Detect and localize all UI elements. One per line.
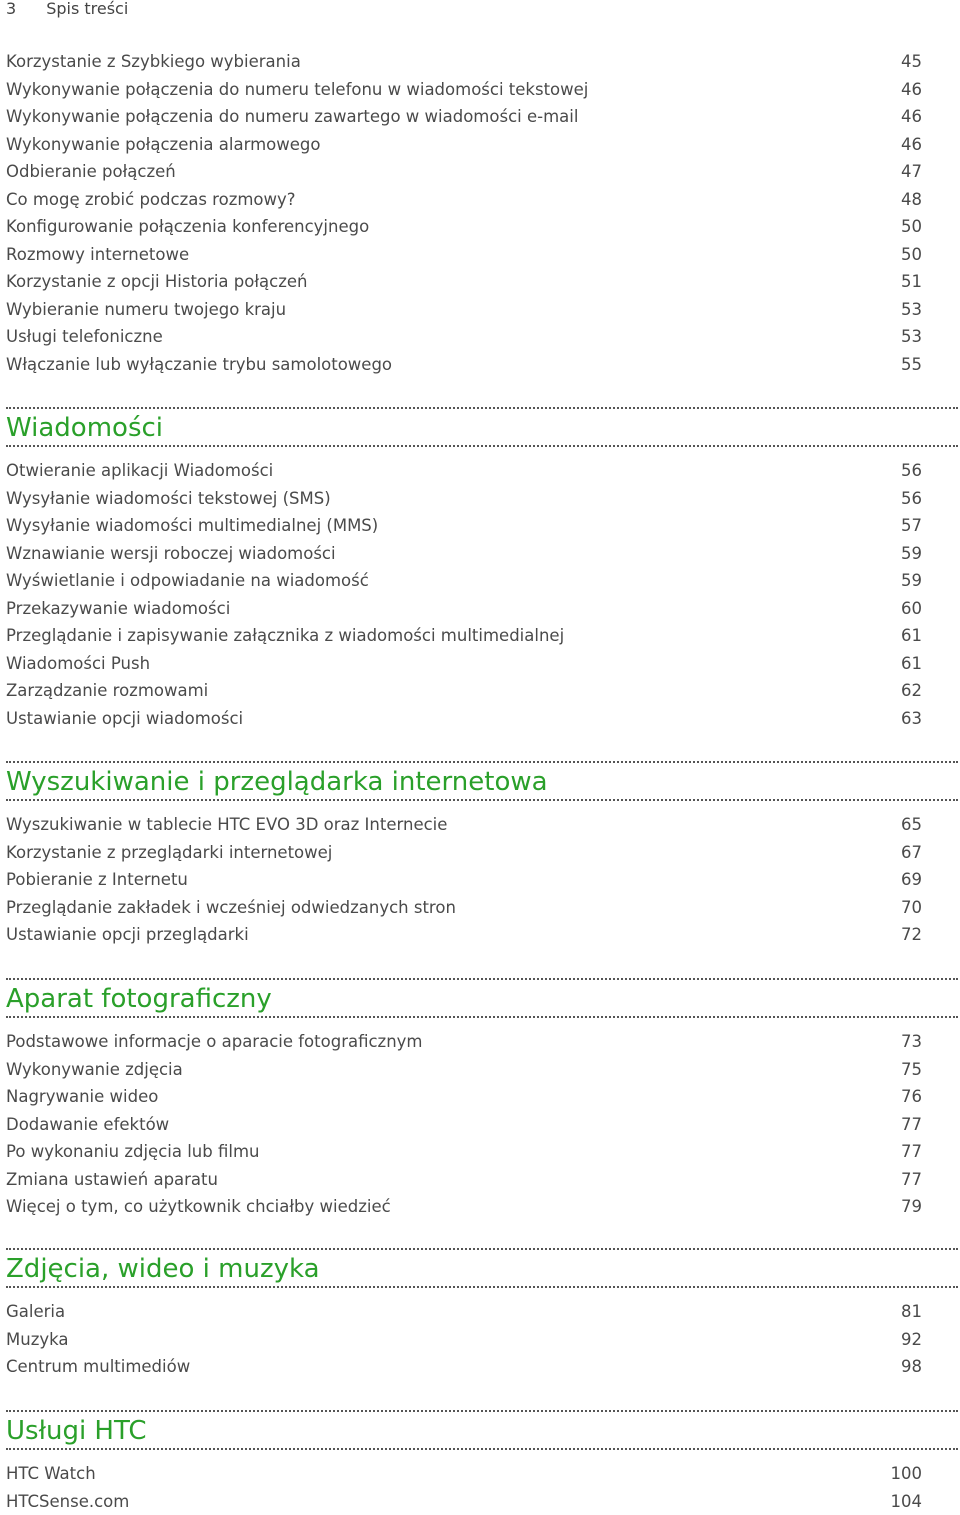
- toc-entry-title: HTC Watch: [6, 1464, 96, 1483]
- toc-entry-title: Wyszukiwanie w tablecie HTC EVO 3D oraz Internecie: [6, 815, 448, 834]
- toc-entry-title: Nagrywanie wideo: [6, 1087, 159, 1106]
- toc-entry[interactable]: [6, 186, 922, 213]
- toc-entry-page: 59: [901, 571, 922, 590]
- toc-entry[interactable]: [6, 1111, 922, 1138]
- toc-entry[interactable]: [6, 268, 922, 295]
- toc-entry[interactable]: [6, 76, 922, 103]
- toc-entry-page: 59: [901, 543, 922, 563]
- toc-entry[interactable]: [6, 296, 922, 323]
- toc-entry-title: Zarządzanie rozmowami: [6, 681, 209, 700]
- toc-entry-page: 92: [901, 1329, 922, 1349]
- page-header: [6, 0, 128, 20]
- toc-entry[interactable]: [6, 213, 922, 240]
- toc-entry[interactable]: [6, 1326, 922, 1353]
- toc-entry-title: Po wykonaniu zdjęcia lub filmu: [6, 1142, 260, 1161]
- toc-entry-page: 65: [901, 815, 922, 834]
- toc-entry-title: Rozmowy internetowe: [6, 244, 190, 264]
- toc-entry-page: 76: [901, 1087, 922, 1106]
- toc-entry[interactable]: [6, 158, 922, 185]
- toc-entry-page: 60: [901, 598, 922, 618]
- toc-entry[interactable]: [6, 241, 922, 268]
- toc-entry[interactable]: [6, 839, 922, 866]
- section-heading: Zdjęcia, wideo i muzyka: [6, 1254, 320, 1284]
- toc-entry-page: 53: [901, 327, 922, 346]
- section-heading: Aparat fotograficzny: [6, 984, 272, 1014]
- toc-entry-title: Wykonywanie zdjęcia: [6, 1059, 183, 1079]
- toc-entry[interactable]: [6, 48, 922, 75]
- toc-entry-title: Wykonywanie połączenia alarmowego: [6, 134, 321, 154]
- toc-entry[interactable]: [6, 512, 922, 539]
- toc-entry-title: Wybieranie numeru twojego kraju: [6, 299, 287, 319]
- toc-entry[interactable]: [6, 1056, 922, 1083]
- toc-entry-title: Wznawianie wersji roboczej wiadomości: [6, 543, 336, 563]
- toc-entry[interactable]: [6, 1460, 922, 1487]
- toc-entry[interactable]: [6, 457, 922, 484]
- toc-entry[interactable]: [6, 1298, 922, 1325]
- dotted-divider: [6, 1016, 958, 1018]
- dotted-divider: [6, 761, 958, 763]
- toc-entry[interactable]: [6, 540, 922, 567]
- toc-entry[interactable]: [6, 894, 922, 921]
- toc-entry-page: 70: [901, 897, 922, 917]
- toc-entry-page: 50: [901, 244, 922, 264]
- toc-entry-page: 73: [901, 1032, 922, 1051]
- toc-entry-page: 77: [901, 1114, 922, 1134]
- toc-entry-page: 79: [901, 1197, 922, 1216]
- toc-entry-title: Korzystanie z Szybkiego wybierania: [6, 52, 301, 71]
- toc-entry-page: 81: [901, 1302, 922, 1321]
- toc-entry-title: Korzystanie z przeglądarki internetowej: [6, 842, 333, 862]
- toc-entry[interactable]: [6, 323, 922, 350]
- toc-entry-page: 47: [901, 162, 922, 181]
- dotted-divider: [6, 407, 958, 409]
- toc-entry-page: 46: [901, 134, 922, 154]
- dotted-divider: [6, 1248, 958, 1250]
- toc-entry-page: 98: [901, 1357, 922, 1376]
- toc-entry[interactable]: [6, 1193, 922, 1220]
- section-heading: Wyszukiwanie i przeglądarka internetowa: [6, 767, 548, 797]
- toc-entry-page: 61: [901, 653, 922, 673]
- dotted-divider: [6, 978, 958, 980]
- toc-entry[interactable]: [6, 131, 922, 158]
- toc-entry-page: 51: [901, 272, 922, 291]
- toc-entry[interactable]: [6, 1138, 922, 1165]
- toc-entry[interactable]: [6, 811, 922, 838]
- dotted-divider: [6, 1410, 958, 1412]
- toc-entry-page: 45: [901, 52, 922, 71]
- toc-entry-page: 67: [901, 842, 922, 862]
- toc-entry-title: Co mogę zrobić podczas rozmowy?: [6, 189, 296, 209]
- toc-entry-title: Wysyłanie wiadomości tekstowej (SMS): [6, 488, 331, 508]
- toc-entry[interactable]: [6, 1166, 922, 1193]
- toc-entry-page: 104: [890, 1491, 922, 1511]
- dotted-divider: [6, 445, 958, 447]
- toc-entry-page: 53: [901, 299, 922, 319]
- toc-entry-title: HTCSense.com: [6, 1491, 130, 1511]
- toc-entry-page: 62: [901, 681, 922, 700]
- toc-entry-title: Centrum multimediów: [6, 1357, 191, 1376]
- toc-entry-title: Muzyka: [6, 1329, 69, 1349]
- dotted-divider: [6, 1448, 958, 1450]
- toc-entry-page: 77: [901, 1142, 922, 1161]
- toc-entry[interactable]: [6, 650, 922, 677]
- toc-entry-page: 61: [901, 626, 922, 645]
- toc-entry[interactable]: [6, 351, 922, 378]
- toc-entry[interactable]: [6, 622, 922, 649]
- toc-entry[interactable]: [6, 1083, 922, 1110]
- toc-entry[interactable]: [6, 485, 922, 512]
- page-number: 3: [6, 0, 17, 18]
- toc-entry-page: 55: [901, 354, 922, 374]
- toc-entry[interactable]: [6, 921, 922, 948]
- toc-entry[interactable]: [6, 103, 922, 130]
- toc-entry-page: 75: [901, 1059, 922, 1079]
- toc-entry-page: 48: [901, 189, 922, 209]
- toc-entry-title: Przekazywanie wiadomości: [6, 598, 231, 618]
- toc-entry-title: Ustawianie opcji wiadomości: [6, 708, 244, 728]
- toc-entry-page: 50: [901, 217, 922, 236]
- toc-entry-page: 57: [901, 516, 922, 535]
- toc-entry-title: Ustawianie opcji przeglądarki: [6, 925, 249, 944]
- toc-entry-page: 72: [901, 925, 922, 944]
- toc-entry[interactable]: [6, 1353, 922, 1380]
- page-title: Spis treści: [46, 0, 129, 18]
- toc-entry-title: Wyświetlanie i odpowiadanie na wiadomość: [6, 571, 369, 590]
- toc-entry[interactable]: [6, 866, 922, 893]
- toc-entry-title: Włączanie lub wyłączanie trybu samolotowego: [6, 354, 393, 374]
- toc-entry-title: Przeglądanie zakładek i wcześniej odwiedzanych stron: [6, 897, 456, 917]
- toc-entry[interactable]: [6, 1488, 922, 1515]
- toc-entry-title: Odbieranie połączeń: [6, 162, 176, 181]
- toc-entry-page: 46: [901, 107, 922, 126]
- toc-entry-page: 56: [901, 488, 922, 508]
- toc-entry-page: 77: [901, 1169, 922, 1189]
- toc-entry[interactable]: [6, 567, 922, 594]
- toc-entry[interactable]: [6, 1028, 922, 1055]
- toc-entry-page: 100: [890, 1464, 922, 1483]
- section-heading: Wiadomości: [6, 413, 164, 443]
- toc-entry-title: Zmiana ustawień aparatu: [6, 1169, 218, 1189]
- toc-entry[interactable]: [6, 677, 922, 704]
- toc-entry-title: Przeglądanie i zapisywanie załącznika z wiadomości multimedialnej: [6, 626, 565, 645]
- toc-entry-page: 69: [901, 870, 922, 889]
- toc-entry-title: Wiadomości Push: [6, 653, 151, 673]
- toc-entry-title: Pobieranie z Internetu: [6, 870, 188, 889]
- dotted-divider: [6, 799, 958, 801]
- toc-entry-page: 56: [901, 461, 922, 480]
- section-heading: Usługi HTC: [6, 1416, 147, 1446]
- toc-entry-title: Dodawanie efektów: [6, 1114, 170, 1134]
- toc-entry[interactable]: [6, 595, 922, 622]
- toc-entry-title: Wysyłanie wiadomości multimedialnej (MMS): [6, 516, 379, 535]
- toc-entry-title: Korzystanie z opcji Historia połączeń: [6, 272, 308, 291]
- toc-entry-title: Galeria: [6, 1302, 66, 1321]
- dotted-divider: [6, 1286, 958, 1288]
- toc-entry-title: Usługi telefoniczne: [6, 327, 163, 346]
- toc-entry-page: 46: [901, 79, 922, 99]
- toc-entry-title: Wykonywanie połączenia do numeru zawartego w wiadomości e-mail: [6, 107, 579, 126]
- toc-entry-title: Podstawowe informacje o aparacie fotograficznym: [6, 1032, 423, 1051]
- toc-entry-page: 63: [901, 708, 922, 728]
- toc-entry-title: Więcej o tym, co użytkownik chciałby wiedzieć: [6, 1197, 391, 1216]
- toc-entry-title: Konfigurowanie połączenia konferencyjnego: [6, 217, 370, 236]
- toc-entry-title: Wykonywanie połączenia do numeru telefonu w wiadomości tekstowej: [6, 79, 589, 99]
- toc-entry-title: Otwieranie aplikacji Wiadomości: [6, 461, 274, 480]
- toc-entry[interactable]: [6, 705, 922, 732]
